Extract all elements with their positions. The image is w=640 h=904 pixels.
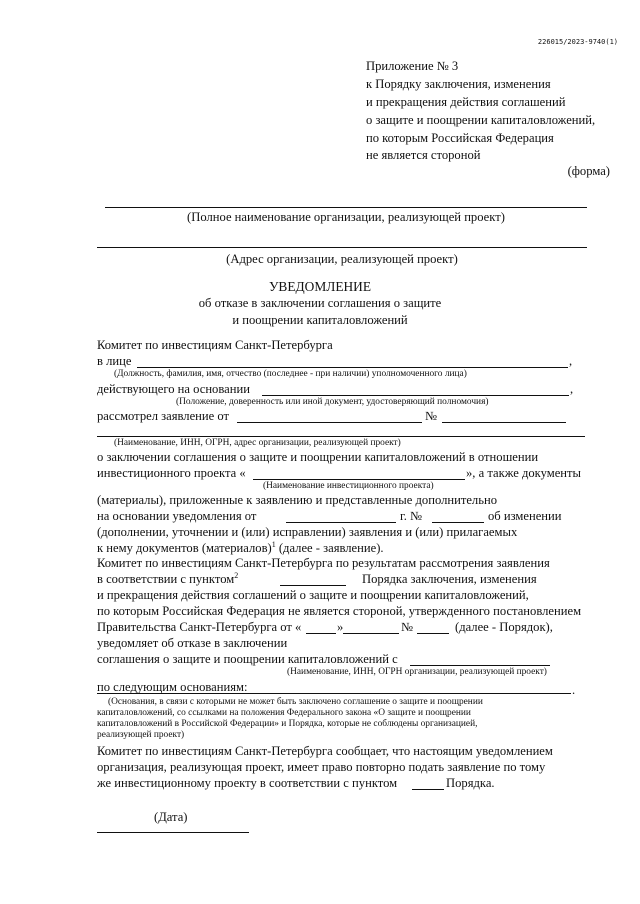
project-label-end: », а также документы [466, 466, 582, 480]
clause-number-line [280, 585, 346, 586]
resolution-label: Правительства Санкт-Петербурга от « [97, 620, 302, 634]
basis-caption: (Положение, доверенность или иной документ, удостоверяющий полномочия) [176, 397, 489, 407]
committee-name: Комитет по инвестициям Санкт-Петербурга [97, 338, 333, 352]
body-line-9: (дополнении, уточнении и (или) исправлении) заявления и (или) прилагаемых [97, 525, 518, 539]
basis-comma: , [570, 382, 574, 396]
closing-line-3-end: Порядка. [446, 776, 495, 790]
application-number-label: № [425, 409, 438, 423]
resolution-day-line [306, 633, 336, 634]
closing-line-1: Комитет по инвестициям Санкт-Петербурга сообщает, что настоящим уведомлением [97, 744, 553, 758]
title-sub-1: об отказе в заключении соглашения о защите [198, 296, 442, 310]
reasons-caption-4: реализующей проект) [97, 730, 185, 740]
clause-line-2 [412, 789, 444, 790]
grounds-period: . [572, 683, 576, 697]
appendix-line-5: по которым Российская Федерация [366, 131, 554, 145]
represented-by-line [137, 367, 568, 368]
notification-label-end: об изменении [488, 509, 562, 523]
body-line-12-text: в соответствии с пунктом [97, 572, 235, 586]
application-date-line [237, 422, 422, 423]
closing-line-2: организация, реализующая проект, имеет право повторно подать заявление по тому [97, 760, 546, 774]
org-address-caption: (Адрес организации, реализующей проект) [226, 252, 458, 266]
form-label: (форма) [567, 164, 610, 178]
org-details-caption: (Наименование, ИНН, ОГРН, адрес организации, реализующей проект) [114, 438, 401, 448]
reasons-caption-1: (Основания, в связи с которыми не может быть заключено соглашение о защите и поощрении [108, 697, 483, 707]
grounds-line [97, 693, 571, 694]
reasons-caption-3: капиталовложений в Российской Федерации» и Порядка, которые не соблюдены организацией, [97, 719, 478, 729]
person-caption: (Должность, фамилия, имя, отчество (последнее - при наличии) уполномоченного лица) [114, 369, 467, 379]
notification-label: на основании уведомления от [97, 509, 257, 523]
resolution-label-end: (далее - Порядок), [455, 620, 553, 634]
org-details2-line [410, 665, 550, 666]
title-main: УВЕДОМЛЕНИЕ [268, 279, 372, 294]
notification-number-label: г. № [400, 509, 423, 523]
resolution-month-line [343, 633, 399, 634]
org-name-caption: (Полное наименование организации, реализующей проект) [187, 210, 505, 224]
notification-number-line [432, 522, 484, 523]
resolution-quote-close: » [337, 620, 344, 634]
date-caption: (Дата) [154, 810, 188, 824]
resolution-number-line [417, 633, 449, 634]
represented-by-comma: , [569, 354, 573, 368]
body-line-12 [97, 572, 238, 586]
org-address-line [97, 247, 587, 248]
body-line-7: (материалы), приложенные к заявлению и представленные дополнительно [97, 493, 497, 507]
grounds-label: по следующим основаниям: [97, 680, 248, 694]
project-name-line [253, 479, 465, 480]
appendix-line-1: Приложение № 3 [366, 59, 459, 73]
appendix-line-2: к Порядку заключения, изменения [366, 77, 551, 91]
considered-label: рассмотрел заявление от [97, 409, 230, 423]
body-line-12-end: Порядка заключения, изменения [362, 572, 537, 586]
project-name-caption: (Наименование инвестиционного проекта) [263, 481, 434, 491]
appendix-line-6: не является стороной [366, 148, 481, 162]
body-line-10-text: к нему документов (материалов) [97, 541, 272, 555]
reasons-caption-2: капиталовложений, со ссылками на положения Федерального закона «О защите и поощрении [97, 708, 471, 718]
notification-date-line [286, 522, 396, 523]
application-number-line [442, 422, 566, 423]
body-line-5: о заключении соглашения о защите и поощрении капиталовложений в отношении [97, 450, 539, 464]
body-line-10-end: (далее - заявление). [275, 541, 384, 555]
body-line-10 [97, 541, 384, 555]
org-details-line [97, 436, 585, 437]
closing-line-3: же инвестиционному проекту в соответствии с пунктом [97, 776, 398, 790]
org-name-line [105, 207, 587, 208]
body-line-11: Комитет по инвестициям Санкт-Петербурга по результатам рассмотрения заявления [97, 556, 550, 570]
org-details2-caption: (Наименование, ИНН, ОГРН организации, реализующей проект) [287, 667, 547, 677]
represented-by-label: в лице [97, 354, 132, 368]
body-line-13: и прекращения действия соглашений о защите и поощрении капиталовложений, [97, 588, 529, 602]
body-line-16: уведомляет об отказе в заключении [97, 636, 288, 650]
document-number: 226015/2023-9740(1) [537, 38, 618, 46]
body-line-17: соглашения о защите и поощрении капиталовложений с [97, 652, 398, 666]
basis-label: действующего на основании [97, 382, 250, 396]
body-line-14: по которым Российская Федерация не является стороной, утвержденного постановлением [97, 604, 582, 618]
project-label: инвестиционного проекта « [97, 466, 246, 480]
title-sub-2: и поощрении капиталовложений [232, 313, 408, 327]
basis-line [262, 395, 569, 396]
footnote-1-marker: 1 [271, 539, 276, 549]
resolution-number-label: № [401, 620, 414, 634]
date-line [97, 832, 249, 833]
appendix-line-3: и прекращения действия соглашений [366, 95, 566, 109]
appendix-line-4: о защите и поощрении капиталовложений, [366, 113, 596, 127]
footnote-2-marker: 2 [234, 570, 239, 580]
